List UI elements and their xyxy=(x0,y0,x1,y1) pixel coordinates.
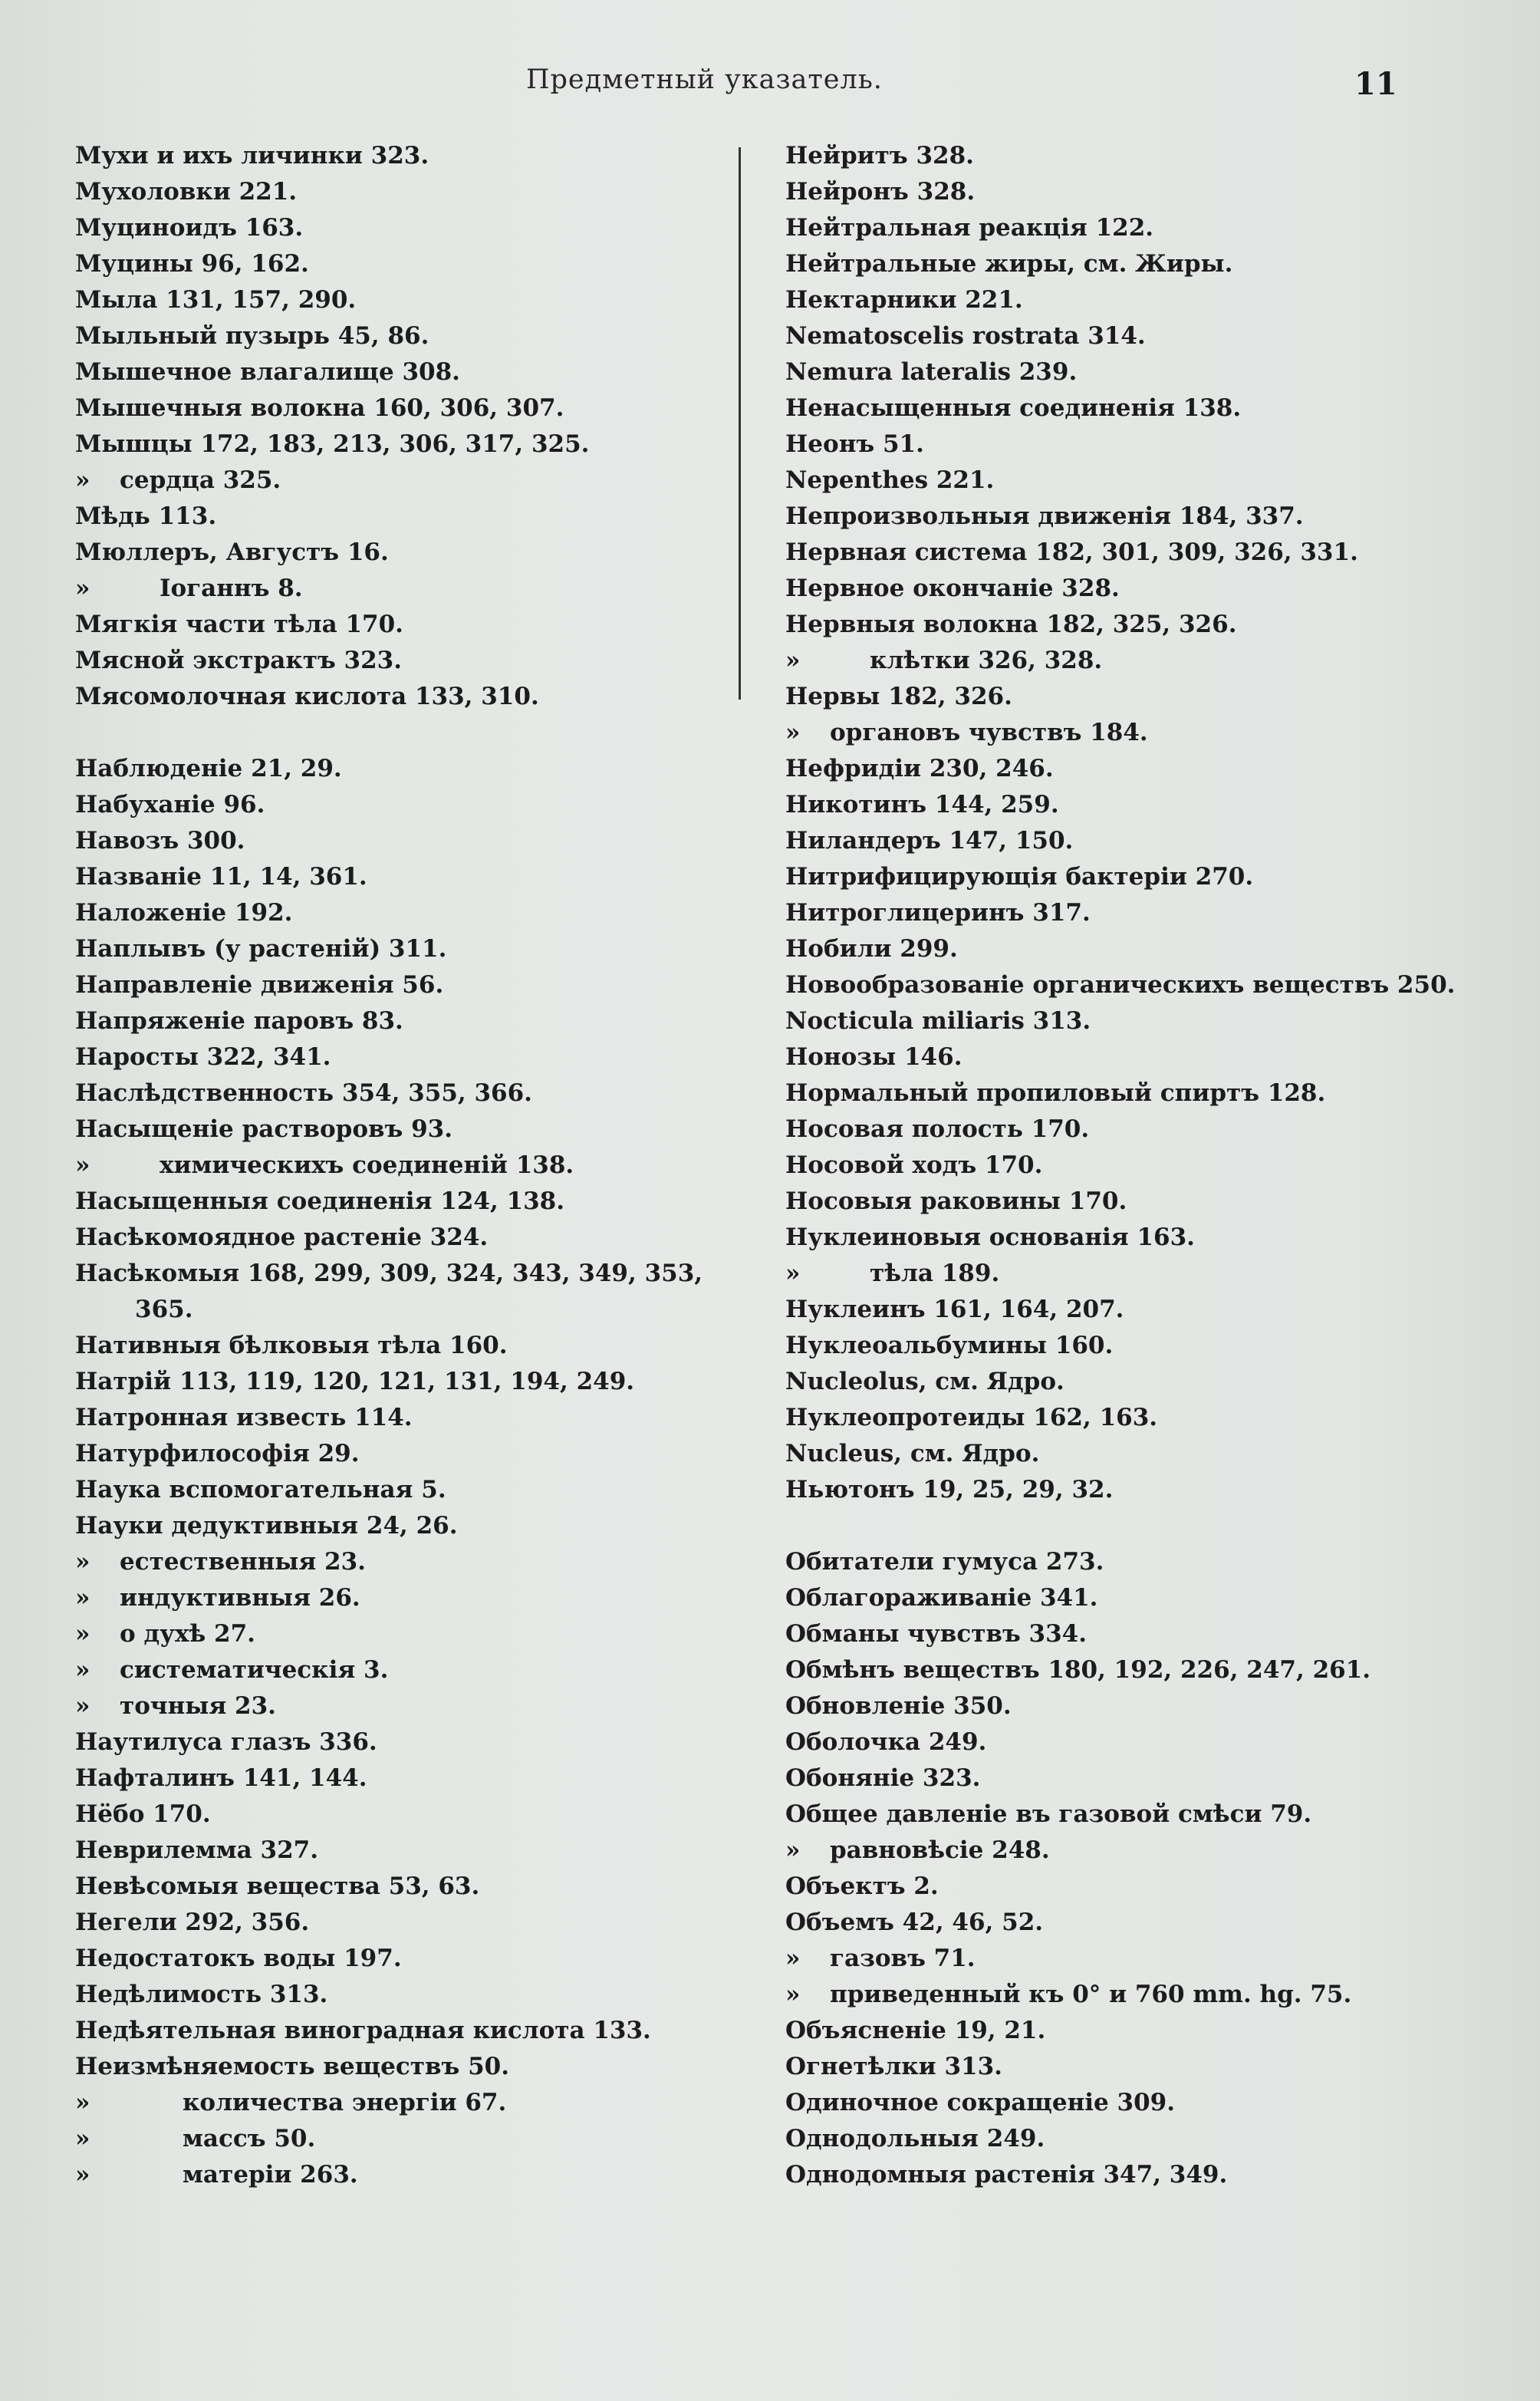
index-entry xyxy=(75,1797,712,1833)
index-entry-text: Натурфилософія 29. xyxy=(75,1440,360,1467)
index-entry-text: Нервы 182, 326. xyxy=(785,683,1012,710)
index-entry xyxy=(75,1472,712,1508)
index-entry xyxy=(785,1724,1491,1760)
index-entry xyxy=(75,1364,712,1400)
index-entry-text: Обоняніе 323. xyxy=(785,1764,981,1792)
index-entry-text: индуктивныя 26. xyxy=(120,1584,360,1612)
index-entry-text: Наросты 322, 341. xyxy=(75,1043,331,1071)
index-entry xyxy=(75,967,712,1003)
index-entry xyxy=(785,607,1491,643)
index-entry-text: матеріи 263. xyxy=(183,2161,358,2189)
index-entry-text: Обновленіе 350. xyxy=(785,1692,1012,1720)
ditto-mark: » xyxy=(75,1548,90,1576)
index-entry-text: Обмѣнъ веществъ 180, 192, 226, 247, 261. xyxy=(785,1656,1371,1684)
index-entry-text: Nemura lateralis 239. xyxy=(785,358,1078,386)
index-entry xyxy=(75,2013,712,2049)
index-entry xyxy=(75,1580,712,1616)
index-entry xyxy=(785,2121,1491,2157)
index-entry-text: Муцины 96, 162. xyxy=(75,250,309,278)
index-entry-text: Ненасыщенныя соединенія 138. xyxy=(785,394,1242,422)
index-entry xyxy=(785,1688,1491,1724)
index-entry xyxy=(75,1328,712,1364)
index-entry xyxy=(785,1616,1491,1652)
index-entry xyxy=(785,1292,1491,1328)
index-entry-text: Объясненіе 19, 21. xyxy=(785,2017,1046,2044)
index-entry xyxy=(785,535,1491,571)
index-entry xyxy=(75,1652,712,1688)
index-column-right xyxy=(785,138,1491,2193)
index-entry-text: Nucleus, см. Ядро. xyxy=(785,1440,1040,1467)
index-entry-text: Nematoscelis rostrata 314. xyxy=(785,322,1146,350)
index-entry-text: Нуклеинъ 161, 164, 207. xyxy=(785,1296,1124,1323)
index-entry xyxy=(785,1544,1491,1580)
index-entry-text: Невѣсомыя вещества 53, 63. xyxy=(75,1872,480,1900)
index-entry-text: Натронная известь 114. xyxy=(75,1404,413,1431)
index-entry xyxy=(785,715,1491,751)
index-entry xyxy=(785,1905,1491,1941)
index-entry xyxy=(75,1724,712,1760)
index-entry-text: Нейритъ 328. xyxy=(785,142,974,170)
ditto-mark: » xyxy=(75,466,90,494)
index-entry xyxy=(75,607,712,643)
index-entry xyxy=(785,571,1491,607)
index-entry xyxy=(75,246,712,282)
index-entry-text: Мыльный пузырь 45, 86. xyxy=(75,322,429,350)
index-entry xyxy=(785,1328,1491,1364)
index-entry-text: Наложеніе 192. xyxy=(75,899,293,927)
ditto-mark: » xyxy=(75,575,90,602)
index-entry-text: Нормальный пропиловый спиртъ 128. xyxy=(785,1079,1326,1107)
index-entry-text: Мягкія части тѣла 170. xyxy=(75,611,403,638)
index-entry xyxy=(75,2049,712,2085)
index-entry-text: Напряженіе паровъ 83. xyxy=(75,1007,403,1035)
index-entry xyxy=(785,1869,1491,1905)
index-entry-text: Мышечное влагалище 308. xyxy=(75,358,460,386)
index-entry-text: Ниландеръ 147, 150. xyxy=(785,827,1074,855)
index-entry-text: Мышцы 172, 183, 213, 306, 317, 325. xyxy=(75,430,590,458)
index-entry-text: Однодомныя растенія 347, 349. xyxy=(785,2161,1228,2189)
index-entry-text: Nucleolus, см. Ядро. xyxy=(785,1368,1065,1395)
ditto-mark: » xyxy=(785,1836,801,1864)
index-entry xyxy=(785,2085,1491,2121)
index-entry-text: Навозъ 300. xyxy=(75,827,245,855)
index-entry-text: химическихъ соединеній 138. xyxy=(160,1151,574,1179)
ditto-mark: » xyxy=(785,1260,801,1287)
index-entry-text: Нобили 299. xyxy=(785,935,958,963)
index-entry-text: Насыщенныя соединенія 124, 138. xyxy=(75,1187,565,1215)
index-entry-text: точныя 23. xyxy=(120,1692,276,1720)
index-entry xyxy=(75,1292,712,1328)
index-entry xyxy=(785,1039,1491,1075)
index-entry-text: Натрій 113, 119, 120, 121, 131, 194, 249. xyxy=(75,1368,635,1395)
index-entry xyxy=(75,1039,712,1075)
index-entry xyxy=(785,1364,1491,1400)
index-entry-text: Огнетѣлки 313. xyxy=(785,2053,1002,2080)
index-entry-text: Насыщеніе растворовъ 93. xyxy=(75,1115,453,1143)
index-entry-text: Негели 292, 356. xyxy=(75,1909,310,1936)
index-entry xyxy=(75,282,712,318)
index-entry-text: Нуклеиновыя основанія 163. xyxy=(785,1224,1195,1251)
index-entry-text: Неврилемма 327. xyxy=(75,1836,319,1864)
index-entry-text: Нитрифицирующія бактеріи 270. xyxy=(785,863,1254,891)
index-entry-text: Нефридіи 230, 246. xyxy=(785,755,1054,782)
index-entry-text: Нервная система 182, 301, 309, 326, 331. xyxy=(785,538,1358,566)
index-entry xyxy=(785,1760,1491,1797)
index-entry-text: Мюллеръ, Августъ 16. xyxy=(75,538,389,566)
ditto-mark: » xyxy=(75,1620,90,1648)
index-entry-text: Науки дедуктивныя 24, 26. xyxy=(75,1512,458,1540)
index-entry-text: о духѣ 27. xyxy=(120,1620,255,1648)
index-entry-text: Носовая полость 170. xyxy=(785,1115,1090,1143)
index-entry-text: Одиночное сокращеніе 309. xyxy=(785,2089,1176,2116)
index-entry-text: Наука вспомогательная 5. xyxy=(75,1476,446,1504)
index-entry xyxy=(75,390,712,427)
index-entry-text: Нафталинъ 141, 144. xyxy=(75,1764,367,1792)
index-entry xyxy=(75,1148,712,1184)
index-entry-text: Наслѣдственность 354, 355, 366. xyxy=(75,1079,532,1107)
index-entry-text: Облагораживаніе 341. xyxy=(785,1584,1098,1612)
index-entry-text: Оболочка 249. xyxy=(785,1728,987,1756)
index-entry xyxy=(785,1797,1491,1833)
index-entry-text: Мясомолочная кислота 133, 310. xyxy=(75,683,539,710)
index-section-gap xyxy=(75,715,712,751)
index-entry xyxy=(785,1436,1491,1472)
index-entry-text: Ньютонъ 19, 25, 29, 32. xyxy=(785,1476,1114,1504)
index-entry xyxy=(785,823,1491,859)
index-entry xyxy=(785,246,1491,282)
index-entry-text: Однодольныя 249. xyxy=(785,2125,1045,2152)
index-entry xyxy=(75,1688,712,1724)
index-entry xyxy=(75,499,712,535)
index-entry-text: Мыла 131, 157, 290. xyxy=(75,286,357,314)
index-entry xyxy=(785,318,1491,354)
index-entry xyxy=(785,1580,1491,1616)
index-entry-text: Объемъ 42, 46, 52. xyxy=(785,1909,1044,1936)
index-entry xyxy=(75,1508,712,1544)
index-entry xyxy=(785,354,1491,390)
index-entry-text: Недѣятельная виноградная кислота 133. xyxy=(75,2017,651,2044)
index-entry xyxy=(75,1616,712,1652)
index-entry-text: Мѣдь 113. xyxy=(75,502,217,530)
index-entry xyxy=(75,535,712,571)
index-entry xyxy=(75,895,712,931)
index-entry xyxy=(75,1941,712,1977)
index-entry xyxy=(75,1760,712,1797)
index-entry-text: Непроизвольныя движенія 184, 337. xyxy=(785,502,1304,530)
index-entry xyxy=(75,427,712,463)
index-entry-text: Нервныя волокна 182, 325, 326. xyxy=(785,611,1237,638)
index-entry xyxy=(75,1544,712,1580)
index-entry-text: клѣтки 326, 328. xyxy=(870,647,1103,674)
index-entry xyxy=(785,643,1491,679)
index-entry xyxy=(75,318,712,354)
index-entry xyxy=(75,751,712,787)
index-entry-text: Объектъ 2. xyxy=(785,1872,939,1900)
index-entry-text: Общее давленіе въ газовой смѣси 79. xyxy=(785,1800,1312,1828)
index-entry xyxy=(785,1472,1491,1508)
index-entry-text: Мухи и ихъ личинки 323. xyxy=(75,142,429,170)
index-entry xyxy=(785,679,1491,715)
index-entry-text: органовъ чувствъ 184. xyxy=(830,719,1148,746)
index-entry-text: массъ 50. xyxy=(183,2125,316,2152)
index-entry-text: Недѣлимость 313. xyxy=(75,1981,328,2008)
index-entry xyxy=(785,1256,1491,1292)
index-entry-text: естественныя 23. xyxy=(120,1548,366,1576)
index-entry-text: Носовыя раковины 170. xyxy=(785,1187,1127,1215)
index-entry xyxy=(785,787,1491,823)
index-entry-text: Наплывъ (у растеній) 311. xyxy=(75,935,447,963)
index-entry-text: Нёбо 170. xyxy=(75,1800,211,1828)
index-entry-text: Обитатели гумуса 273. xyxy=(785,1548,1104,1576)
index-entry-text: Мышечныя волокна 160, 306, 307. xyxy=(75,394,564,422)
ditto-mark: » xyxy=(785,1981,801,2008)
index-entry xyxy=(785,499,1491,535)
index-entry xyxy=(785,1977,1491,2013)
index-entry xyxy=(75,571,712,607)
index-entry xyxy=(785,2049,1491,2085)
index-entry-text: тѣла 189. xyxy=(870,1260,1000,1287)
index-entry-text: Наблюденіе 21, 29. xyxy=(75,755,342,782)
column-divider xyxy=(739,147,741,700)
index-entry xyxy=(75,931,712,967)
index-entry xyxy=(785,967,1491,1003)
index-entry xyxy=(75,643,712,679)
index-entry xyxy=(75,1256,712,1292)
index-entry-text: Неизмѣняемость веществъ 50. xyxy=(75,2053,510,2080)
index-entry xyxy=(785,1112,1491,1148)
index-entry xyxy=(785,138,1491,174)
ditto-mark: » xyxy=(785,1945,801,1972)
index-entry xyxy=(785,427,1491,463)
index-entry-text: Нуклеопротеиды 162, 163. xyxy=(785,1404,1158,1431)
index-entry xyxy=(785,463,1491,499)
index-entry-text: Нейтральная реакція 122. xyxy=(785,214,1154,242)
index-entry xyxy=(75,679,712,715)
index-entry xyxy=(75,1184,712,1220)
index-entry-text: Недостатокъ воды 197. xyxy=(75,1945,402,1972)
ditto-mark: » xyxy=(75,1692,90,1720)
index-entry xyxy=(75,1003,712,1039)
index-entry-text: Названіе 11, 14, 361. xyxy=(75,863,367,891)
index-entry xyxy=(785,1941,1491,1977)
index-entry-text: Насѣкомоядное растеніе 324. xyxy=(75,1224,489,1251)
index-entry-text: Нервное окончаніе 328. xyxy=(785,575,1120,602)
index-entry xyxy=(785,1075,1491,1112)
index-entry xyxy=(75,463,712,499)
index-entry-text: Нуклеоальбумины 160. xyxy=(785,1332,1114,1359)
index-entry xyxy=(75,1869,712,1905)
index-entry xyxy=(785,1184,1491,1220)
index-entry-text: равновѣсіе 248. xyxy=(830,1836,1050,1864)
index-entry xyxy=(75,2157,712,2193)
index-column-left xyxy=(75,138,712,2193)
index-entry xyxy=(785,751,1491,787)
index-entry xyxy=(75,859,712,895)
index-entry xyxy=(75,2085,712,2121)
index-entry xyxy=(785,895,1491,931)
index-entry-text: Мухоловки 221. xyxy=(75,178,298,206)
index-entry-text: Набуханіе 96. xyxy=(75,791,265,818)
index-entry-text: Наутилуса глазъ 336. xyxy=(75,1728,377,1756)
index-entry xyxy=(785,1833,1491,1869)
ditto-mark: » xyxy=(785,647,801,674)
index-entry xyxy=(785,2013,1491,2049)
index-entry-text: Нектарники 221. xyxy=(785,286,1023,314)
index-entry-text: Нейтральные жиры, см. Жиры. xyxy=(785,250,1233,278)
index-entry-text: Направленіе движенія 56. xyxy=(75,971,444,999)
index-entry-text: Nepenthes 221. xyxy=(785,466,995,494)
index-entry-text: Нативныя бѣлковыя тѣла 160. xyxy=(75,1332,508,1359)
index-entry-text: Іоганнъ 8. xyxy=(160,575,303,602)
index-entry-text: Nocticula miliaris 313. xyxy=(785,1007,1091,1035)
ditto-mark: » xyxy=(75,2125,90,2152)
index-entry-text: Неонъ 51. xyxy=(785,430,924,458)
index-entry xyxy=(75,138,712,174)
index-entry-text: Нейронъ 328. xyxy=(785,178,976,206)
index-entry xyxy=(75,2121,712,2157)
ditto-mark: » xyxy=(75,2089,90,2116)
index-entry-text: Насѣкомыя 168, 299, 309, 324, 343, 349, 353, xyxy=(75,1260,703,1287)
ditto-mark: » xyxy=(75,1151,90,1179)
index-entry xyxy=(785,174,1491,210)
index-entry xyxy=(75,1905,712,1941)
index-entry xyxy=(75,174,712,210)
page-header-title: Предметный указатель. xyxy=(526,64,883,95)
index-entry xyxy=(785,1400,1491,1436)
index-entry xyxy=(75,354,712,390)
index-entry xyxy=(75,1436,712,1472)
index-entry xyxy=(75,1220,712,1256)
index-entry xyxy=(75,1400,712,1436)
index-entry xyxy=(75,210,712,246)
index-entry xyxy=(785,1148,1491,1184)
index-entry xyxy=(75,1112,712,1148)
index-entry xyxy=(785,1652,1491,1688)
index-entry-text: Никотинъ 144, 259. xyxy=(785,791,1059,818)
ditto-mark: » xyxy=(75,1584,90,1612)
index-entry-text: 365. xyxy=(135,1296,193,1323)
index-entry-text: Муциноидъ 163. xyxy=(75,214,304,242)
index-entry xyxy=(75,1075,712,1112)
index-entry xyxy=(785,931,1491,967)
index-entry-text: Нитроглицеринъ 317. xyxy=(785,899,1091,927)
index-entry xyxy=(785,282,1491,318)
index-entry xyxy=(785,2157,1491,2193)
index-entry xyxy=(785,390,1491,427)
ditto-mark: » xyxy=(75,2161,90,2189)
index-entry xyxy=(785,1003,1491,1039)
index-entry-text: Новообразованіе органическихъ веществъ 250. xyxy=(785,971,1456,999)
index-entry-text: газовъ 71. xyxy=(830,1945,976,1972)
index-section-gap xyxy=(785,1508,1491,1544)
ditto-mark: » xyxy=(785,719,801,746)
index-entry xyxy=(785,1220,1491,1256)
ditto-mark: » xyxy=(75,1656,90,1684)
index-entry-text: Мясной экстрактъ 323. xyxy=(75,647,403,674)
index-entry-text: сердца 325. xyxy=(120,466,281,494)
index-entry xyxy=(75,823,712,859)
page-number: 11 xyxy=(1354,66,1397,102)
index-entry xyxy=(75,787,712,823)
index-entry xyxy=(75,1833,712,1869)
index-entry xyxy=(785,210,1491,246)
index-entry-text: количества энергіи 67. xyxy=(183,2089,507,2116)
index-entry-text: систематическія 3. xyxy=(120,1656,389,1684)
index-entry xyxy=(785,859,1491,895)
index-entry-text: приведенный къ 0° и 760 mm. hg. 75. xyxy=(830,1981,1352,2008)
index-entry-text: Обманы чувствъ 334. xyxy=(785,1620,1088,1648)
index-entry xyxy=(75,1977,712,2013)
index-entry-text: Нонозы 146. xyxy=(785,1043,962,1071)
index-entry-text: Носовой ходъ 170. xyxy=(785,1151,1043,1179)
